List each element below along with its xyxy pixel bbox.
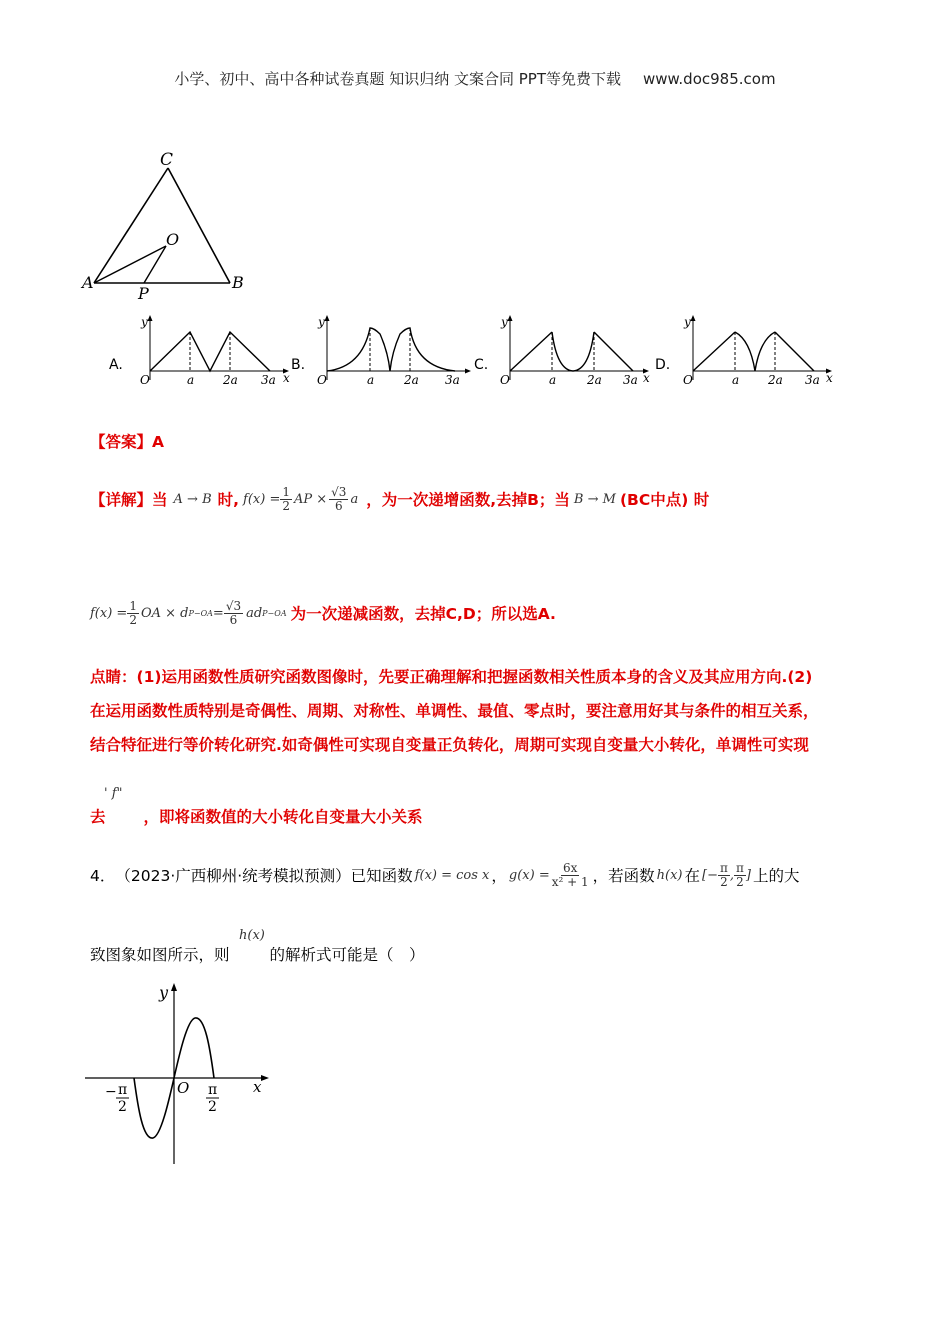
note-line-3: 结合特征进行等价转化研究.如奇偶性可实现自变量正负转化，周期可实现自变量大小转化，单调性可实现 bbox=[90, 736, 809, 754]
h-function: h(x) bbox=[656, 867, 683, 883]
svg-text:y: y bbox=[159, 983, 169, 1002]
svg-text:a: a bbox=[549, 373, 557, 387]
label-p: P bbox=[138, 284, 149, 303]
edge-cb bbox=[168, 168, 230, 283]
label-c: C bbox=[160, 150, 174, 170]
page-header bbox=[0, 68, 950, 89]
svg-text:3a: 3a bbox=[445, 373, 460, 387]
svg-text:y: y bbox=[318, 315, 325, 329]
svg-text:a: a bbox=[732, 373, 740, 387]
answer-value: A bbox=[152, 433, 165, 451]
label-a: A bbox=[82, 273, 94, 292]
svg-text:2a: 2a bbox=[223, 373, 238, 387]
option-b-label[interactable]: B. bbox=[291, 357, 306, 373]
answer-tag: 【答案】 bbox=[90, 433, 153, 451]
note-f-mark: ' f" bbox=[104, 786, 123, 801]
svg-text:O: O bbox=[140, 373, 150, 387]
svg-text:−: − bbox=[105, 1084, 117, 1100]
svg-text:O: O bbox=[177, 1079, 190, 1097]
svg-text:a: a bbox=[367, 373, 375, 387]
option-c-graph[interactable] bbox=[495, 312, 660, 392]
svg-text:π: π bbox=[118, 1082, 128, 1098]
svg-text:O: O bbox=[317, 373, 327, 387]
option-d-label[interactable]: D. bbox=[655, 357, 671, 373]
header-url[interactable]: www.doc985.com bbox=[642, 70, 776, 88]
note-paragraph bbox=[90, 660, 870, 762]
option-a-label[interactable]: A. bbox=[109, 357, 123, 373]
header-text: 小学、初中、高中各种试卷真题 知识归纳 文案合同 PPT等免费下载 bbox=[174, 70, 621, 88]
note-line-4: 去 ，即将函数值的大小转化自变量大小关系 bbox=[90, 808, 423, 826]
option-d-graph[interactable] bbox=[678, 312, 843, 392]
question-source: （2023·广西柳州·统考模拟预测）已知函数 bbox=[115, 867, 413, 885]
arrow-a-b: A → B bbox=[173, 491, 212, 507]
detail-line-2: f(x) = $\frac{1}{2}$ OA × d P−OA = $\frac{√3}{6}$ ad P−OA 为一次递减函数，去掉C,D；所以选A. bbox=[90, 598, 556, 627]
svg-text:2a: 2a bbox=[404, 373, 419, 387]
svg-text:2a: 2a bbox=[587, 373, 602, 387]
svg-text:3a: 3a bbox=[805, 373, 820, 387]
question-4-graph bbox=[85, 980, 275, 1170]
option-b-graph[interactable] bbox=[312, 312, 477, 392]
question-4-line-2: 致图象如图所示，则 的解析式可能是（ ） bbox=[90, 946, 425, 964]
option-c-label[interactable]: C. bbox=[474, 357, 489, 373]
f-definition: f(x) = cos x bbox=[414, 867, 490, 883]
triangle-figure bbox=[80, 148, 260, 303]
h-mark: h(x) bbox=[239, 928, 265, 943]
svg-text:y: y bbox=[141, 315, 148, 329]
svg-text:y: y bbox=[501, 315, 508, 329]
option-a-graph[interactable] bbox=[135, 312, 295, 392]
svg-text:2a: 2a bbox=[768, 373, 783, 387]
edge-ac bbox=[94, 168, 168, 283]
svg-text:2: 2 bbox=[208, 1099, 217, 1115]
svg-text:π: π bbox=[208, 1082, 218, 1098]
svg-text:3a: 3a bbox=[261, 373, 276, 387]
formula-1: f(x) = $\frac{1}{2}$ AP × $\frac{√3}{6}$ a bbox=[243, 484, 359, 513]
svg-text:a: a bbox=[187, 373, 195, 387]
svg-text:3a: 3a bbox=[623, 373, 638, 387]
svg-text:x: x bbox=[283, 371, 290, 385]
svg-text:x: x bbox=[643, 371, 650, 385]
label-b: B bbox=[232, 273, 244, 292]
svg-text:O: O bbox=[500, 373, 510, 387]
g-definition: g(x) = $\frac{6x}{\text{x² + 1}}$ bbox=[508, 860, 589, 889]
answer-line bbox=[90, 430, 164, 452]
svg-text:x: x bbox=[826, 371, 833, 385]
note-line-2: 在运用函数性质特别是奇偶性、周期、对称性、单调性、最值、零点时，要注意用好其与条件的相互关系， bbox=[90, 702, 819, 720]
label-o: O bbox=[166, 230, 180, 249]
svg-text:2: 2 bbox=[118, 1099, 127, 1115]
svg-text:O: O bbox=[683, 373, 693, 387]
svg-text:y: y bbox=[684, 315, 691, 329]
note-line-1: 点睛：(1)运用函数性质研究函数图像时，先要正确理解和把握函数相关性质本身的含义及其应用方向.(2) bbox=[90, 668, 813, 686]
arrow-b-m: B → M bbox=[573, 491, 616, 507]
svg-text:x: x bbox=[253, 1078, 262, 1096]
question-number: 4． bbox=[90, 867, 116, 885]
detail-line-1: 【详解】 当 A → B 时, f(x) = $\frac{1}{2}$ AP × $\frac{√3}{6}$ a ，为一次递增函数,去掉B；当 B → M (BC中点) 时 bbox=[90, 484, 710, 513]
interval: [− $\frac{\pi}{2}$ , $\frac{\pi}{2}$ ] bbox=[702, 860, 751, 889]
formula-2: f(x) = $\frac{1}{2}$ OA × d P−OA = $\frac{√3}{6}$ ad P−OA bbox=[90, 598, 287, 627]
question-4-line-1: 4． （2023·广西柳州·统考模拟预测）已知函数 f(x) = cos x ， g(x) = $\frac{6x}{\text{x² + 1}}$ ，若函数 h(x) 在 [− $\frac{\pi}{2}$ , $\frac{\pi}{2}$ ] 上的大 bbox=[90, 860, 800, 889]
